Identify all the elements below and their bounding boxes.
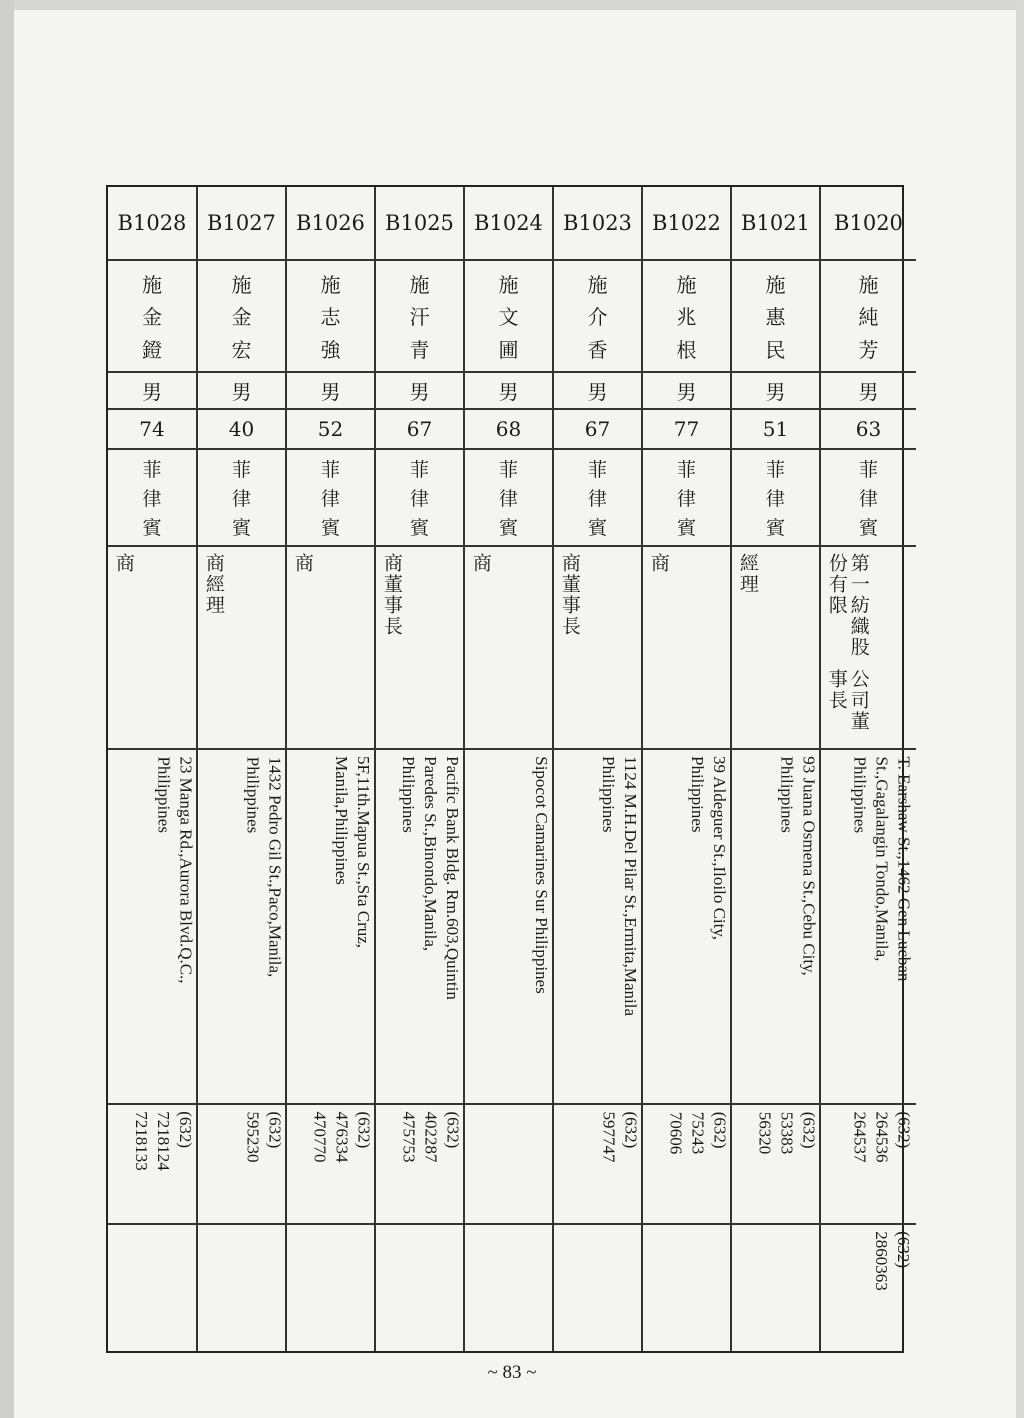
member-address — [643, 750, 730, 1105]
tel-line: 75243 — [687, 1111, 707, 1154]
address-text — [686, 756, 730, 940]
name-char: 施 — [587, 272, 608, 297]
nationality-char: 菲 — [587, 459, 607, 481]
occupation-line: 經理 — [736, 553, 759, 595]
occupation-line: 商 — [558, 553, 581, 574]
member-address — [198, 750, 285, 1105]
tel-line: (632) — [265, 1111, 284, 1148]
tel2-text — [870, 1231, 914, 1291]
member-occupation — [108, 547, 196, 750]
nationality-char: 律 — [320, 488, 340, 510]
occupation-line: 商 — [112, 553, 135, 574]
age-text: 52 — [317, 417, 344, 441]
name-char: 強 — [320, 338, 341, 363]
address-text — [152, 756, 196, 983]
tel-text — [130, 1111, 196, 1171]
member-telephone-alt — [198, 1225, 285, 1355]
member-name — [732, 261, 819, 373]
address-line: Paredes St.,Binondo,Manila, — [420, 756, 440, 952]
name-char: 施 — [858, 272, 879, 297]
scan-right-edge — [1016, 0, 1024, 1418]
nationality-char: 菲 — [320, 459, 340, 481]
member-sex — [821, 373, 916, 410]
age-text: 74 — [139, 417, 165, 441]
member-occupation — [732, 547, 819, 750]
age-text: 67 — [584, 417, 611, 441]
member-occupation — [643, 547, 730, 750]
address-line: T. Earshaw St.,1462 Gen Lucban — [893, 756, 913, 981]
member-age — [554, 410, 641, 450]
tel-line: 470770 — [310, 1111, 329, 1162]
name-char: 施 — [320, 272, 341, 297]
name-char: 宏 — [231, 338, 252, 363]
name-char: 施 — [765, 272, 786, 297]
member-sex — [376, 373, 463, 410]
nationality-char: 菲 — [765, 459, 785, 481]
nationality-char: 賓 — [498, 517, 518, 539]
sex-text: 男 — [142, 380, 162, 404]
member-name — [376, 261, 463, 373]
address-text — [597, 756, 641, 1016]
member-telephone-alt — [108, 1225, 196, 1355]
member-telephone — [732, 1105, 819, 1225]
sex-text: 男 — [320, 380, 341, 404]
nationality-char: 賓 — [765, 517, 785, 539]
tel-text — [308, 1111, 374, 1162]
address-line: 1432 Pedro Gil St.,Paco,Manila, — [264, 756, 284, 977]
occupation-text — [554, 547, 584, 748]
address-line: Pacific Bank Bldg. Rm.603,Quintin — [442, 756, 462, 1000]
tel-line: 70606 — [665, 1111, 685, 1154]
member-code — [108, 187, 196, 261]
address-line: Philippines — [849, 756, 869, 833]
member-telephone-alt — [465, 1225, 552, 1355]
member-code-text: B1021 — [741, 211, 810, 235]
member-telephone — [376, 1105, 463, 1225]
name-char: 純 — [858, 305, 879, 330]
member-name — [287, 261, 374, 373]
member-telephone — [821, 1105, 916, 1225]
tel2-line: (632) — [893, 1231, 913, 1269]
address-line: St.,Gagalangin Tondo,Manila, — [871, 756, 891, 961]
occupation-text — [376, 547, 406, 748]
tel-text — [241, 1111, 285, 1162]
sex-text: 男 — [858, 380, 879, 404]
member-sex — [465, 373, 552, 410]
member-name — [198, 261, 285, 373]
occupation-line: 第一紡織股份有限 — [825, 553, 870, 658]
nationality-char: 賓 — [858, 517, 878, 539]
member-name — [108, 261, 196, 373]
age-text: 63 — [855, 417, 882, 441]
member-code-text: B1027 — [207, 211, 276, 235]
member-column — [643, 187, 732, 1351]
name-char: 兆 — [676, 305, 697, 330]
sex-text: 男 — [498, 380, 519, 404]
name-char: 施 — [498, 272, 519, 297]
address-text — [397, 756, 463, 1000]
scan-top-edge — [0, 0, 1024, 10]
address-line: Philippines — [688, 755, 708, 833]
address-line: Philippines — [242, 756, 262, 833]
member-sex — [198, 373, 285, 410]
age-text: 51 — [762, 417, 789, 441]
tel-line: 595230 — [243, 1111, 262, 1162]
name-char: 青 — [409, 338, 430, 363]
member-name — [554, 261, 641, 373]
occupation-line: 商 — [647, 553, 670, 574]
nationality-char: 賓 — [142, 517, 162, 539]
tel-line: 476334 — [332, 1111, 351, 1162]
address-line: Manila,Philippines — [332, 755, 352, 885]
nationality-char: 律 — [676, 488, 696, 510]
sex-text: 男 — [676, 380, 697, 404]
member-nationality — [376, 450, 463, 547]
tel-line: (632) — [894, 1111, 913, 1148]
address-line: 5F,11th.Mapua St.,Sta Cruz, — [354, 755, 374, 949]
name-char: 志 — [320, 305, 341, 330]
member-telephone — [198, 1105, 285, 1225]
member-occupation — [465, 547, 552, 750]
occupation-text — [732, 547, 762, 748]
address-line: Philippines — [398, 756, 418, 833]
tel-text — [848, 1111, 914, 1162]
name-char: 金 — [142, 305, 162, 330]
member-age — [643, 410, 730, 450]
occupation-line: 商 — [202, 553, 225, 574]
nationality-char: 律 — [142, 488, 162, 510]
name-char: 金 — [231, 305, 252, 330]
member-age — [287, 410, 374, 450]
member-age — [732, 410, 819, 450]
member-address — [108, 750, 196, 1105]
member-sex — [554, 373, 641, 410]
tel-line: 264536 — [872, 1111, 891, 1162]
name-char: 根 — [676, 338, 697, 363]
nationality-char: 律 — [409, 488, 429, 510]
member-telephone — [554, 1105, 641, 1225]
member-column — [376, 187, 465, 1351]
member-age — [821, 410, 916, 450]
sex-text: 男 — [409, 380, 430, 404]
member-age — [376, 410, 463, 450]
member-code — [821, 187, 916, 261]
member-address — [554, 750, 641, 1105]
address-line: Philippines — [599, 755, 619, 833]
occupation-text — [821, 547, 873, 748]
nationality-char: 賓 — [231, 517, 251, 539]
member-sex — [108, 373, 196, 410]
member-code — [554, 187, 641, 261]
nationality-char: 菲 — [231, 459, 251, 481]
tel-line: (632) — [175, 1111, 195, 1149]
nationality-char: 菲 — [676, 459, 696, 481]
member-code-text: B1026 — [296, 211, 365, 235]
name-char: 施 — [676, 272, 697, 297]
occupation-line: 商 — [469, 553, 492, 574]
member-code-text: B1025 — [385, 211, 454, 235]
address-line: 39 Aldeguer St.,Iloilo City, — [710, 755, 730, 941]
member-name — [821, 261, 916, 373]
nationality-char: 賓 — [409, 517, 429, 539]
tel-line: 402287 — [421, 1111, 440, 1162]
nationality-char: 賓 — [676, 517, 696, 539]
member-occupation — [554, 547, 641, 750]
member-age — [108, 410, 196, 450]
occupation-line: 董事長 — [558, 574, 581, 637]
member-telephone — [465, 1105, 552, 1225]
name-char: 汗 — [409, 305, 430, 330]
member-nationality — [465, 450, 552, 547]
member-code — [198, 187, 285, 261]
tel-line: 53383 — [776, 1111, 796, 1154]
tel-line: (632) — [621, 1111, 640, 1148]
nationality-char: 賓 — [320, 517, 340, 539]
member-code-text: B1023 — [563, 211, 632, 235]
tel-line: (632) — [798, 1111, 818, 1149]
member-nationality — [554, 450, 641, 547]
member-address — [821, 750, 916, 1105]
member-address — [732, 750, 819, 1105]
member-code-text: B1028 — [117, 211, 187, 235]
nationality-char: 律 — [858, 488, 878, 510]
tel-line: 597747 — [599, 1111, 618, 1162]
member-sex — [643, 373, 730, 410]
occupation-line: 商 — [380, 553, 403, 574]
member-age — [198, 410, 285, 450]
member-telephone-alt — [376, 1225, 463, 1355]
member-address — [376, 750, 463, 1105]
occupation-line: 董事長 — [380, 574, 403, 637]
member-column — [287, 187, 376, 1351]
member-nationality — [821, 450, 916, 547]
scan-left-edge — [0, 0, 14, 1418]
tel-line: (632) — [709, 1111, 729, 1149]
name-char: 施 — [231, 272, 252, 297]
member-address — [465, 750, 552, 1105]
name-char: 圃 — [498, 338, 519, 363]
member-nationality — [287, 450, 374, 547]
tel-line: 7218133 — [131, 1111, 151, 1171]
member-nationality — [108, 450, 196, 547]
occupation-text — [287, 547, 317, 748]
tel-line: 7218124 — [153, 1111, 173, 1171]
occupation-line: 商 — [291, 553, 314, 574]
member-occupation — [198, 547, 285, 750]
name-char: 惠 — [765, 305, 786, 330]
member-telephone-alt — [821, 1225, 916, 1355]
age-text: 67 — [406, 417, 433, 441]
address-text — [241, 756, 285, 977]
page-number: ~ 83 ~ — [487, 1362, 537, 1383]
tel-text — [753, 1111, 819, 1154]
member-telephone-alt — [287, 1225, 374, 1355]
address-text — [775, 756, 819, 975]
member-telephone — [287, 1105, 374, 1225]
occupation-text — [108, 547, 138, 748]
sex-text: 男 — [231, 380, 252, 404]
member-telephone-alt — [554, 1225, 641, 1355]
member-code — [732, 187, 819, 261]
tel-line: 264537 — [850, 1111, 869, 1162]
member-nationality — [643, 450, 730, 547]
tel-line: (632) — [354, 1111, 373, 1148]
nationality-char: 律 — [587, 488, 607, 510]
name-char: 施 — [142, 272, 162, 297]
tel-text — [397, 1111, 463, 1162]
age-text: 68 — [495, 417, 522, 441]
name-char: 香 — [587, 338, 608, 363]
member-telephone — [108, 1105, 196, 1225]
member-telephone — [643, 1105, 730, 1225]
name-char: 芳 — [858, 338, 879, 363]
name-char: 文 — [498, 305, 519, 330]
sex-text: 男 — [587, 380, 608, 404]
tel-line: 56320 — [754, 1111, 774, 1154]
address-line: 1124 M.H.Del Pilar St.,Ermita,Manila — [621, 755, 641, 1017]
address-line: Philippines — [154, 755, 174, 833]
member-sex — [732, 373, 819, 410]
tel-line: 475753 — [399, 1111, 418, 1162]
member-code-text: B1020 — [834, 211, 903, 235]
nationality-char: 菲 — [142, 459, 162, 481]
address-line: Sipocot Camarines Sur Philippines — [531, 756, 551, 994]
member-occupation — [376, 547, 463, 750]
name-char: 介 — [587, 305, 608, 330]
member-address — [287, 750, 374, 1105]
occupation-line: 公司董事長 — [825, 669, 870, 733]
member-occupation — [821, 547, 916, 750]
address-text — [848, 756, 914, 981]
sex-text: 男 — [765, 380, 786, 404]
member-column — [554, 187, 643, 1351]
member-name — [465, 261, 552, 373]
tel-text — [597, 1111, 641, 1162]
member-nationality — [732, 450, 819, 547]
member-code — [465, 187, 552, 261]
occupation-text — [198, 547, 228, 748]
occupation-text — [643, 547, 673, 748]
name-char: 鐙 — [142, 338, 162, 363]
member-code — [287, 187, 374, 261]
member-telephone-alt — [643, 1225, 730, 1355]
member-name — [643, 261, 730, 373]
member-column — [108, 187, 198, 1351]
member-column — [732, 187, 821, 1351]
nationality-char: 菲 — [858, 459, 878, 481]
nationality-char: 菲 — [409, 459, 429, 481]
address-line: Philippines — [777, 755, 797, 833]
name-char: 施 — [409, 272, 430, 297]
member-occupation — [287, 547, 374, 750]
tel2-line: 2860363 — [871, 1231, 891, 1291]
age-text: 40 — [228, 417, 255, 441]
member-column — [198, 187, 287, 1351]
member-column — [821, 187, 916, 1351]
nationality-char: 菲 — [498, 459, 518, 481]
address-line: 23 Manga Rd.,Aurora Blvd.Q.C., — [176, 755, 196, 984]
address-text — [330, 756, 374, 948]
member-sex — [287, 373, 374, 410]
nationality-char: 律 — [765, 488, 785, 510]
member-telephone-alt — [732, 1225, 819, 1355]
nationality-char: 賓 — [587, 517, 607, 539]
member-column — [465, 187, 554, 1351]
tel-line: (632) — [443, 1111, 462, 1148]
occupation-line: 經理 — [202, 574, 225, 616]
nationality-char: 律 — [498, 488, 518, 510]
nationality-char: 律 — [231, 488, 251, 510]
member-code — [643, 187, 730, 261]
age-text: 77 — [673, 417, 700, 441]
member-code-text: B1024 — [474, 211, 543, 235]
member-code-text: B1022 — [652, 211, 721, 235]
member-age — [465, 410, 552, 450]
occupation-text — [465, 547, 495, 748]
name-char: 民 — [765, 338, 786, 363]
member-nationality — [198, 450, 285, 547]
address-text — [530, 756, 552, 994]
address-line: 93 Juana Osmena St.,Cebu City, — [799, 755, 819, 976]
member-table — [106, 185, 913, 1353]
member-code — [376, 187, 463, 261]
tel-text — [664, 1111, 730, 1154]
